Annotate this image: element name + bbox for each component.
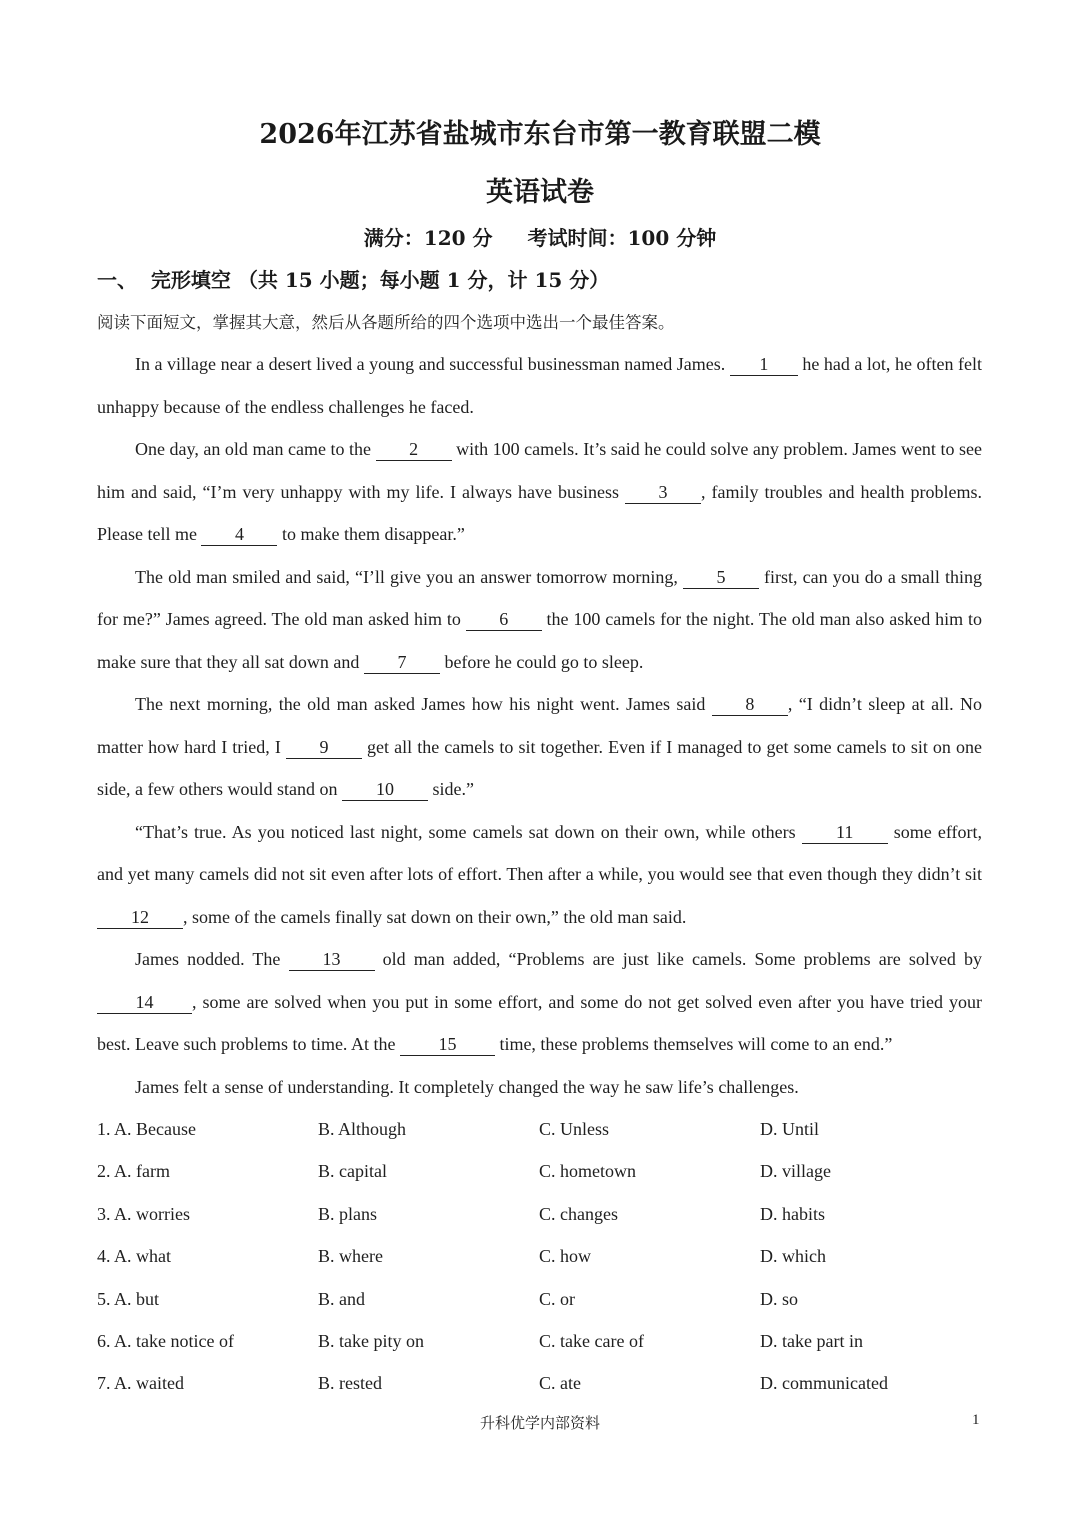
option-b: B. Although [318,1119,407,1139]
blank-5: 5 [683,566,759,589]
passage-text: , family troubles and health problems. Please tell me [97,481,983,544]
blank-12: 12 [97,906,183,929]
option-a: 6. A. take notice of [97,1330,234,1351]
option-b: B. and [318,1288,365,1309]
blank-6: 6 [466,608,542,631]
option-b: B. take pity on [318,1330,424,1351]
passage-text: side.” [427,779,474,799]
option-c: C. how [539,1246,592,1267]
blank-2: 2 [376,438,452,461]
option-d: D. take part in [760,1330,863,1351]
question-options-row [97,1278,982,1320]
blank-15: 15 [400,1033,495,1056]
passage-text: some effort, and yet many camels did not sit even after lots of effort. Then after a while, you would see that even though they didn’t sit [97,821,982,884]
passage-paragraph [97,938,982,1066]
passage-text: first, can you do a small thing for me?” James agreed. The old man asked him to [97,566,982,629]
option-c: C. take care of [539,1330,644,1351]
passage-text: The old man smiled and said, “I’ll give you an answer tomorrow morning, [135,566,683,587]
option-d: D. so [760,1288,799,1309]
passage-paragraph [97,1066,982,1109]
option-c: C. hometown [539,1161,636,1182]
option-b: B. capital [318,1161,387,1182]
exam-subtitle: 英语试卷 [486,177,594,208]
blank-8: 8 [712,693,788,716]
passage-text: with 100 camels. It’s said he could solve any problem. James went to see him and said, “I’m very unhappy with my life. I always have business [97,439,982,502]
option-d: D. which [760,1246,826,1267]
blank-7: 7 [364,651,440,674]
cloze-passage [97,343,982,1108]
blank-4: 4 [201,523,277,546]
option-a: 4. A. what [97,1246,171,1267]
option-c: C. changes [539,1203,618,1224]
answer-options [97,1108,982,1405]
option-b: B. rested [318,1373,382,1394]
question-options-row [97,1362,982,1404]
exam-title: 2026年江苏省盐城市东台市第一教育联盟二模 [259,119,821,150]
passage-paragraph [97,343,982,428]
passage-paragraph [97,428,982,556]
passage-text: the 100 camels for the night. The old man also asked him to make sure that they all sat down and [97,609,982,672]
passage-text: In a village near a desert lived a young and successful businessman named James. [135,354,730,374]
option-d: D. village [760,1161,831,1182]
option-c: C. or [539,1288,575,1309]
option-d: D. habits [760,1203,825,1224]
option-a: 7. A. waited [97,1373,184,1394]
page-number: 1 [972,1412,980,1428]
question-options-row [97,1193,982,1235]
section-heading: 一、 完形填空 （共 15 小题；每小题 1 分，计 15 分） [97,268,610,292]
full-marks: 满分：120 分 [363,226,493,250]
passage-paragraph [97,683,982,811]
option-b: B. plans [318,1203,378,1224]
question-options-row [97,1320,982,1362]
blank-11: 11 [802,821,888,844]
question-options-row [97,1150,982,1192]
passage-text: time, these problems themselves will come to an end.” [494,1034,893,1054]
option-a: 3. A. worries [97,1203,190,1224]
passage-text: , some of the camels finally sat down on their own,” the old man said. [183,906,687,927]
passage-text: , some are solved when you put in some effort, and some do not get solved even after you have tried your best. Leave such problems to time. At the [97,991,982,1054]
blank-3: 3 [625,481,701,504]
blank-9: 9 [286,736,362,759]
passage-text: get all the camels to sit together. Even if I managed to get some camels to sit on one side, a few others would stand on [97,736,982,799]
question-options-row [97,1108,982,1150]
passage-paragraph [97,556,982,684]
option-c: C. ate [539,1373,581,1394]
passage-text: he had a lot, he often felt unhappy because of the endless challenges he faced. [97,354,982,417]
exam-info [0,222,1080,251]
option-b: B. where [318,1246,383,1267]
passage-text: “That’s true. As you noticed last night, some camels sat down on their own, while others [135,821,802,842]
passage-text: The next morning, the old man asked James how his night went. James said [135,694,712,714]
option-d: D. Until [760,1119,820,1139]
section-instructions: 阅读下面短文，掌握其大意，然后从各题所给的四个选项中选出一个最佳答案。 [97,313,675,332]
passage-text: , “I didn’t sleep at all. No matter how hard I tried, I [97,694,983,757]
passage-text: before he could go to sleep. [439,651,644,672]
passage-paragraph [97,811,982,939]
passage-text: to make them disappear.” [277,524,465,544]
blank-13: 13 [289,948,375,971]
blank-1: 1 [730,353,798,376]
question-options-row [97,1235,982,1277]
passage-text: James nodded. The [135,949,289,969]
exam-time: 考试时间：100 分钟 [527,226,717,250]
passage-text: old man added, “Problems are just like camels. Some problems are solved by [374,949,982,969]
footer-source: 升科优学内部资料 [479,1414,600,1432]
blank-10: 10 [342,778,428,801]
option-a: 2. A. farm [97,1161,170,1182]
option-d: D. communicated [760,1373,888,1394]
option-a: 1. A. Because [97,1119,196,1139]
option-c: C. Unless [539,1119,610,1139]
option-a: 5. A. but [97,1288,160,1309]
blank-14: 14 [97,991,192,1014]
passage-text: James felt a sense of understanding. It completely changed the way he saw life’s challenges. [135,1076,799,1097]
passage-text: One day, an old man came to the [135,439,376,459]
